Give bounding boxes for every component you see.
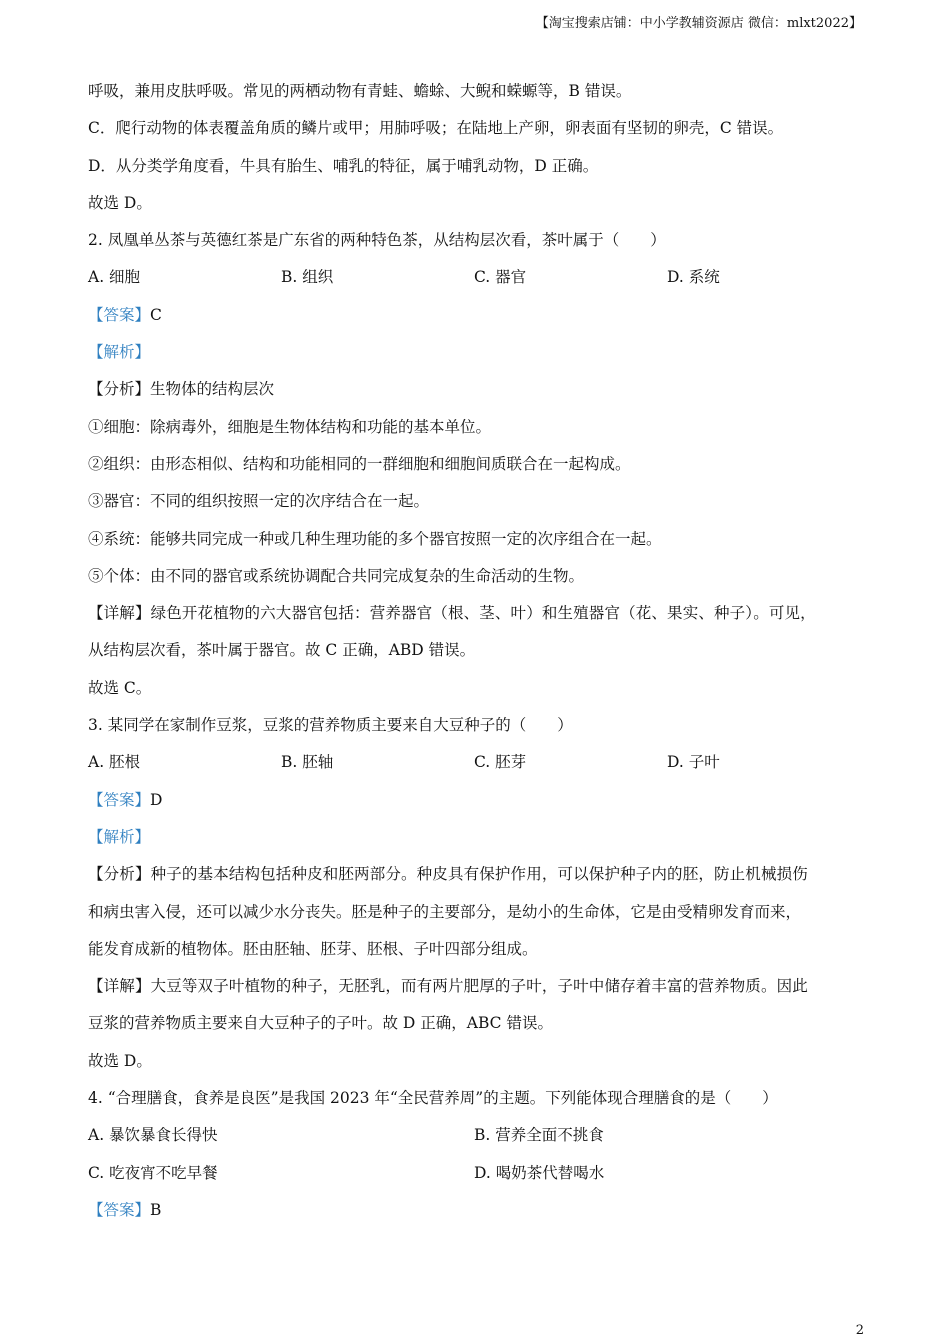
q2-jiexi (88, 338, 860, 375)
q4-option-c: C. 吃夜宵不吃早餐 (88, 1163, 218, 1182)
q3-analysis-line-1 (88, 860, 860, 897)
q2-point-3: ③器官：不同的组织按照一定的次序结合在一起。 (88, 492, 430, 511)
q1-line-b: 呼吸，兼用皮肤呼吸。常见的两栖动物有青蛙、蟾蜍、大鲵和蝾螈等，B 错误。 (88, 82, 632, 100)
q3-option-c: C. 胚芽 (474, 753, 527, 772)
analysis-tag: 【分析】 (88, 865, 151, 884)
q3-jiexi (88, 823, 860, 860)
analysis-tag: 【分析】 (88, 380, 151, 399)
q1-line-d: D．从分类学角度看，牛具有胎生、哺乳的特征，属于哺乳动物，D 正确。 (88, 156, 599, 175)
answer-value: C (150, 305, 162, 324)
answer-value: D (150, 790, 163, 809)
detail-text: 大豆等双子叶植物的种子，无胚乳，而有两片肥厚的子叶，子叶中储存着丰富的营养物质。因此 (150, 977, 808, 996)
q3-conclusion: 故选 D。 (88, 1051, 152, 1070)
q2-conclusion: 故选 C。 (88, 678, 152, 697)
q3-option-d: D. 子叶 (667, 753, 720, 772)
q3-option-a: A. 胚根 (88, 753, 141, 772)
q2-detail-line-1 (88, 599, 860, 636)
q2-option-a: A. 细胞 (88, 268, 141, 287)
q2-point-5: ⑤个体：由不同的器官或系统协调配合共同完成复杂的生命活动的生物。 (88, 566, 585, 585)
q3-answer (88, 786, 860, 823)
q4-options-row-1 (88, 1121, 860, 1158)
q2-answer (88, 301, 860, 338)
q4-answer (88, 1196, 860, 1233)
q3-stem: 3. 某同学在家制作豆浆，豆浆的营养物质主要来自大豆种子的（ ） (88, 716, 573, 735)
analysis-text: 生物体的结构层次 (150, 380, 275, 399)
q2-point-1: ①细胞：除病毒外，细胞是生物体结构和功能的基本单位。 (88, 417, 492, 436)
answer-tag: 【答案】 (88, 305, 151, 324)
page-header: 【淘宝搜索店铺：中小学教辅资源店 微信：mlxt2022】 (535, 16, 862, 31)
q2-stem: 2. 凤凰单丛茶与英德红茶是广东省的两种特色茶，从结构层次看，茶叶属于（ ） (88, 231, 666, 250)
answer-tag: 【答案】 (88, 790, 151, 809)
q4-options-row-2 (88, 1159, 860, 1196)
q2-point-4: ④系统：能够共同完成一种或几种生理功能的多个器官按照一定的次序组合在一起。 (88, 529, 662, 548)
q4-option-d: D. 喝奶茶代替喝水 (474, 1163, 605, 1182)
q3-detail-line-1 (88, 972, 860, 1009)
q1-conclusion: 故选 D。 (88, 193, 152, 212)
page-number: 2 (855, 1323, 864, 1338)
document-body (88, 77, 860, 1233)
q3-detail-line-2: 豆浆的营养物质主要来自大豆种子的子叶。故 D 正确，ABC 错误。 (88, 1014, 553, 1033)
q3-analysis-line-3: 能发育成新的植物体。胚由胚轴、胚芽、胚根、子叶四部分组成。 (88, 939, 538, 958)
q2-option-c: C. 器官 (474, 268, 527, 287)
analysis-text: 种子的基本结构包括种皮和胚两部分。种皮具有保护作用，可以保护种子内的胚，防止机械损伤 (150, 865, 808, 884)
q1-line-c: C．爬行动物的体表覆盖角质的鳞片或甲；用肺呼吸；在陆地上产卵，卵表面有坚韧的卵壳，C 错误。 (88, 119, 784, 138)
q2-detail-line-2: 从结构层次看，茶叶属于器官。故 C 正确，ABD 错误。 (88, 641, 476, 660)
jiexi-tag: 【解析】 (88, 827, 151, 846)
q3-option-b: B. 胚轴 (281, 753, 334, 772)
answer-value: B (150, 1200, 162, 1219)
jiexi-tag: 【解析】 (88, 343, 151, 362)
q2-point-2: ②组织：由形态相似、结构和功能相同的一群细胞和细胞间质联合在一起构成。 (88, 454, 631, 473)
q2-analysis (88, 375, 860, 412)
detail-tag: 【详解】 (88, 604, 151, 623)
q3-analysis-line-2: 和病虫害入侵，还可以减少水分丧失。胚是种子的主要部分，是幼小的生命体，它是由受精卵发育而来， (88, 902, 802, 921)
detail-text: 绿色开花植物的六大器官包括：营养器官（根、茎、叶）和生殖器官（花、果实、种子）。可见， (150, 604, 816, 623)
q4-stem: 4. “合理膳食，食养是良医”是我国 2023 年“全民营养周”的主题。下列能体现合理膳食的是（ ） (88, 1089, 778, 1108)
q4-option-a: A. 暴饮暴食长得快 (88, 1126, 218, 1145)
q2-options (88, 263, 860, 300)
q4-option-b: B. 营养全面不挑食 (474, 1126, 604, 1145)
q2-option-b: B. 组织 (281, 268, 334, 287)
detail-tag: 【详解】 (88, 977, 151, 996)
answer-tag: 【答案】 (88, 1200, 151, 1219)
q2-option-d: D. 系统 (667, 268, 720, 287)
q3-options (88, 748, 860, 785)
